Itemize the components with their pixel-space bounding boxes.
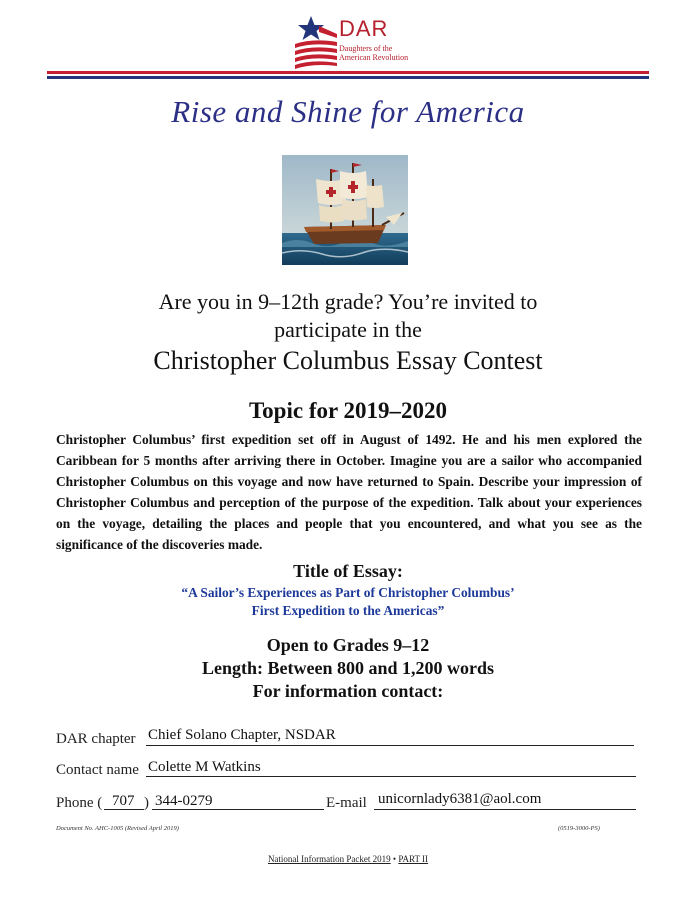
footer-bullet: • (392, 854, 397, 864)
logo-subtitle (339, 44, 419, 62)
contact-name-label: Contact name (56, 762, 139, 778)
phone-area-underline (104, 809, 144, 810)
phone-area-code-field[interactable]: 707 (112, 793, 135, 809)
header-rule-blue (47, 76, 649, 79)
document-number: Document No. AHC-1005 (Revised April 2019) (56, 825, 179, 832)
invite-line-1: Are you in 9–12th grade? You’re invited to (158, 289, 538, 314)
topic-heading: Topic for 2019–2020 (248, 398, 448, 423)
logo-subtitle-line2: American Revolution (339, 53, 409, 62)
logo-text: DAR (339, 16, 389, 41)
essay-title-line-1: “A Sailor’s Experiences as Part of Christopher Columbus’ (181, 585, 515, 600)
chapter-field[interactable]: Chief Solano Chapter, NSDAR (148, 727, 336, 743)
contest-name: Christopher Columbus Essay Contest (153, 346, 543, 375)
footer (0, 854, 696, 864)
contest-details (0, 634, 696, 703)
phone-number-field[interactable]: 344-0279 (155, 793, 213, 809)
topic-body: Christopher Columbus’ first expedition set off in August of 1492. He and his men explored the Caribbean for 5 months after arriving there in October. Imagine you are a sailor who accompanied Christopher Columbus on this voyage and now have returned to Spain. Describe your impression of Christopher Columbus and perception of the purpose of the expedition. Talk about your experiences on the voyage, detailing the places and people that you encountered, and what you see as the significance of the discoveries made. (56, 432, 642, 552)
grades-line: Open to Grades 9–12 (266, 635, 430, 655)
footer-packet: National Information Packet 2019 (267, 854, 391, 864)
phone-label: Phone ( (56, 795, 103, 811)
email-field[interactable]: unicornlady6381@aol.com (378, 791, 542, 807)
essay-title (0, 584, 696, 620)
footer-part: PART II (398, 854, 429, 864)
chapter-label: DAR chapter (56, 731, 136, 747)
essay-title-line-2: First Expedition to the Americas” (251, 603, 445, 618)
phone-paren-close: ) (144, 795, 149, 811)
invite-line-2: participate in the (274, 317, 422, 342)
contact-name-underline (146, 776, 636, 777)
chapter-underline (146, 745, 634, 746)
header-rule-red (47, 71, 649, 74)
phone-number-underline (152, 809, 324, 810)
length-line: Length: Between 800 and 1,200 words (201, 658, 494, 678)
email-underline (374, 809, 636, 810)
dar-logo (293, 14, 413, 70)
essay-title-heading: Title of Essay: (293, 561, 403, 581)
logo-subtitle-line1: Daughters of the (339, 44, 393, 53)
dar-flag-star-icon (293, 14, 339, 70)
email-label: E-mail (326, 795, 367, 811)
contact-heading: For information contact: (252, 681, 444, 701)
santa-maria-ship-image (282, 155, 408, 265)
contact-name-field[interactable]: Colette M Watkins (148, 759, 261, 775)
invitation-text (0, 288, 696, 344)
page-title: Rise and Shine for America (171, 94, 525, 129)
document-code: (0519-3000-PS) (558, 825, 600, 832)
